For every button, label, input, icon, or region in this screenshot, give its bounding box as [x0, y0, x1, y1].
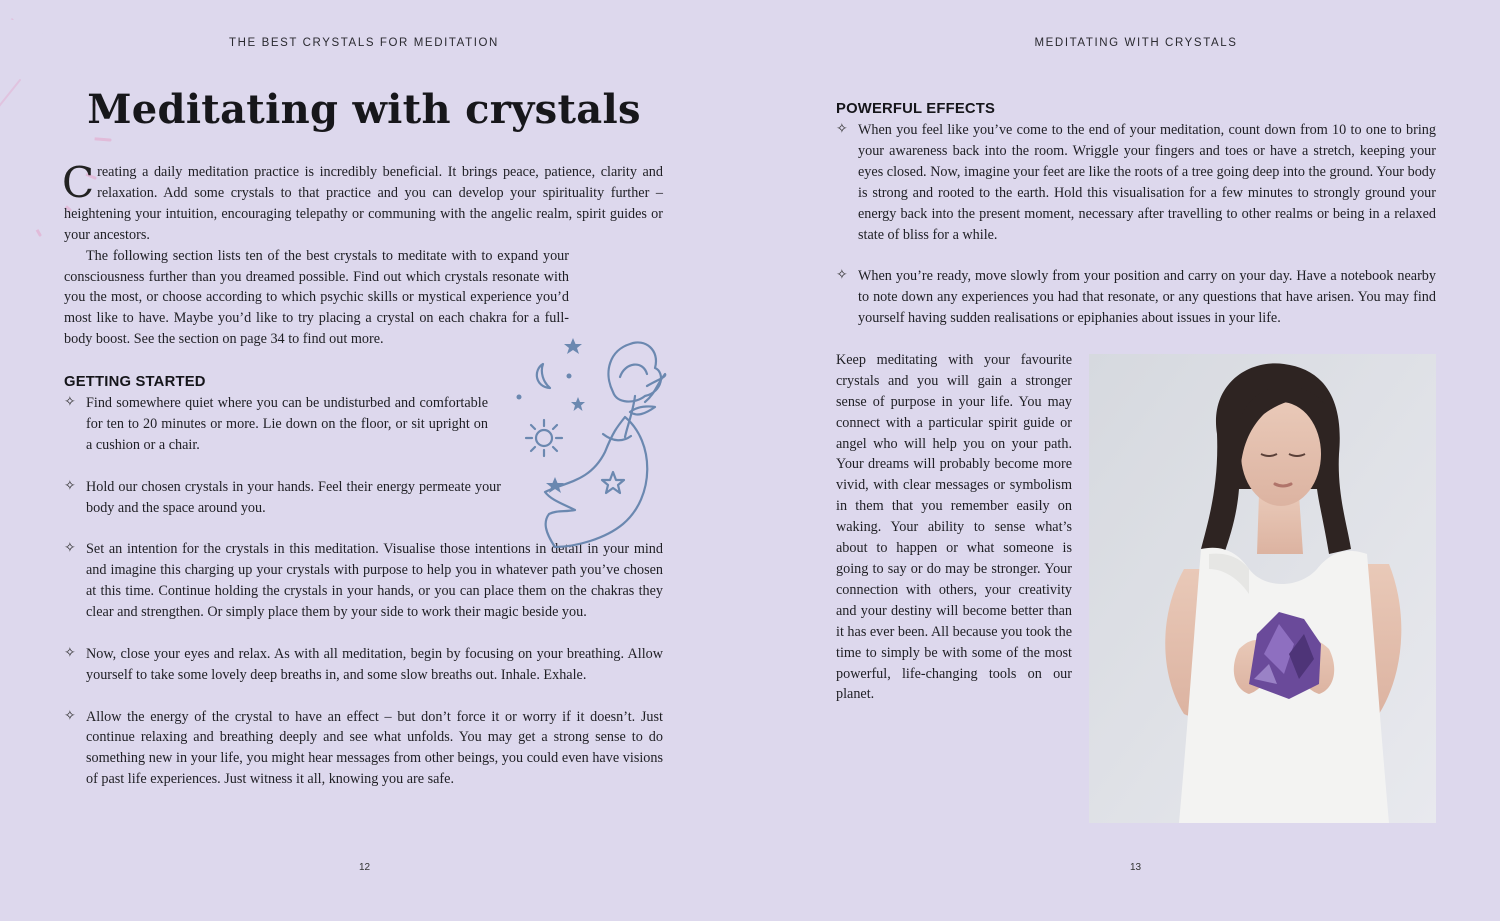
sparkle-bullet-icon: ✧ — [836, 122, 848, 137]
section-heading-powerful-effects: POWERFUL EFFECTS — [836, 101, 996, 117]
sparkle-bullet-icon: ✧ — [64, 395, 76, 411]
powerful-effects-list — [836, 120, 1436, 329]
list-item — [64, 477, 501, 519]
body-paragraph: The following section lists ten of the best crystals to meditate with to expand your consciousness further than you dreamed possible. Find out which crystals resonate with you the most, or choose according to which psychic skills or mystical experience you’d most like to have. Maybe you’d like to try placing a crystal on each chakra for a full-body boost. See the section on page 34 to find out more. — [64, 247, 569, 348]
sparkle-bullet-icon: ✧ — [64, 478, 76, 494]
section-heading-getting-started: GETTING STARTED — [64, 374, 206, 391]
sparkle-bullet-icon: ✧ — [64, 541, 76, 557]
page-number-left: 12 — [359, 862, 371, 873]
woman-holding-amethyst-photo — [1089, 354, 1436, 823]
list-item — [64, 644, 663, 686]
running-head-right: MEDITATING WITH CRYSTALS — [1034, 37, 1238, 49]
list-item-text: When you’re ready, move slowly from your position and carry on your day. Have a notebook nearby to note down any experiences you had that resonate, or any questions that have arisen. You may find yourself having sudden realisations or epiphanies about issues in your life. — [858, 268, 1436, 327]
running-head-left: THE BEST CRYSTALS FOR MEDITATION — [229, 37, 499, 49]
sparkle-bullet-icon: ✧ — [64, 645, 76, 661]
moon-face-flower-illustration — [505, 332, 671, 554]
list-item — [64, 393, 488, 456]
list-item-text: Set an intention for the crystals in this meditation. Visualise those intentions in detail in your mind and imagine this charging up your crystals with purpose to help you in whatever path you’ve chosen at this time. Continue holding the crystals in your hands, or you can place them on the chakras they clear and strengthen. Or simply place them by your side to work their magic beside you. — [86, 541, 663, 621]
drop-cap: C — [62, 158, 95, 207]
list-item-text: Hold our chosen crystals in your hands. Feel their energy permeate your body and the space around you. — [86, 478, 501, 516]
closing-paragraph: Keep meditating with your favourite crystals and you will gain a stronger sense of purpose in your life. You may connect with a particular spirit guide or angel who will help you on your path. Your dreams will probably become more vivid, with clear messages or symbolism in them that you remember easily on waking. Your ability to sense what’s about to happen or what someone is going to say or do may be stronger. Your connection with others, your creativity and your destiny will become better than it has ever been. All because you took the time to simply be with some of the most powerful, life-changing tools on our planet. — [836, 351, 1072, 703]
intro-paragraph — [62, 158, 663, 246]
list-item-text: Now, close your eyes and relax. As with all meditation, begin by focusing on your breathing. Allow yourself to take some lovely deep breaths in, and some slow breaths out. Inhale. Exhale. — [86, 645, 663, 683]
page-number-right: 13 — [1130, 862, 1142, 873]
sparkle-bullet-icon: ✧ — [64, 708, 76, 724]
sparkle-bullet-icon: ✧ — [836, 268, 848, 284]
list-item-text: Allow the energy of the crystal to have an effect – but don’t force it or worry if it doesn’t. Just continue relaxing and breathing deeply and see what unfolds. You may get a strong sense to do something new in your life, you might hear messages from other beings, you could even have visions of past life experiences. Just witness it all, knowing you are safe. — [86, 708, 663, 788]
list-item — [64, 707, 663, 791]
list-item — [836, 120, 1436, 245]
list-item-text: When you feel like you’ve come to the end of your meditation, count down from 10 to one to bring your awareness back into the room. Wriggle your fingers and toes or have a stretch, keeping your eyes closed. Now, imagine your feet are like the roots of a tree going deep into the ground. Your body is strong and rooted to the earth. Hold this visualisation for a few minutes to strongly ground your energy back into the present moment, necessary after travelling to other realms or being in a relaxed state of bliss for a while. — [858, 122, 1436, 243]
list-item-text: Find somewhere quiet where you can be undisturbed and comfortable for ten to 20 minutes or more. Lie down on the floor, or sit upright on a cushion or a chair. — [86, 395, 488, 453]
list-item — [836, 266, 1436, 329]
page-title: Meditating with crystals — [87, 86, 641, 133]
intro-text: reating a daily meditation practice is incredibly beneficial. It brings peace, patience, clarity and relaxation. Add some crystals to that practice and you can develop your spirituality further – heightening your intuition, encouraging telepathy or communing with the angelic realm, spirit guides or your ancestors. — [64, 164, 663, 243]
